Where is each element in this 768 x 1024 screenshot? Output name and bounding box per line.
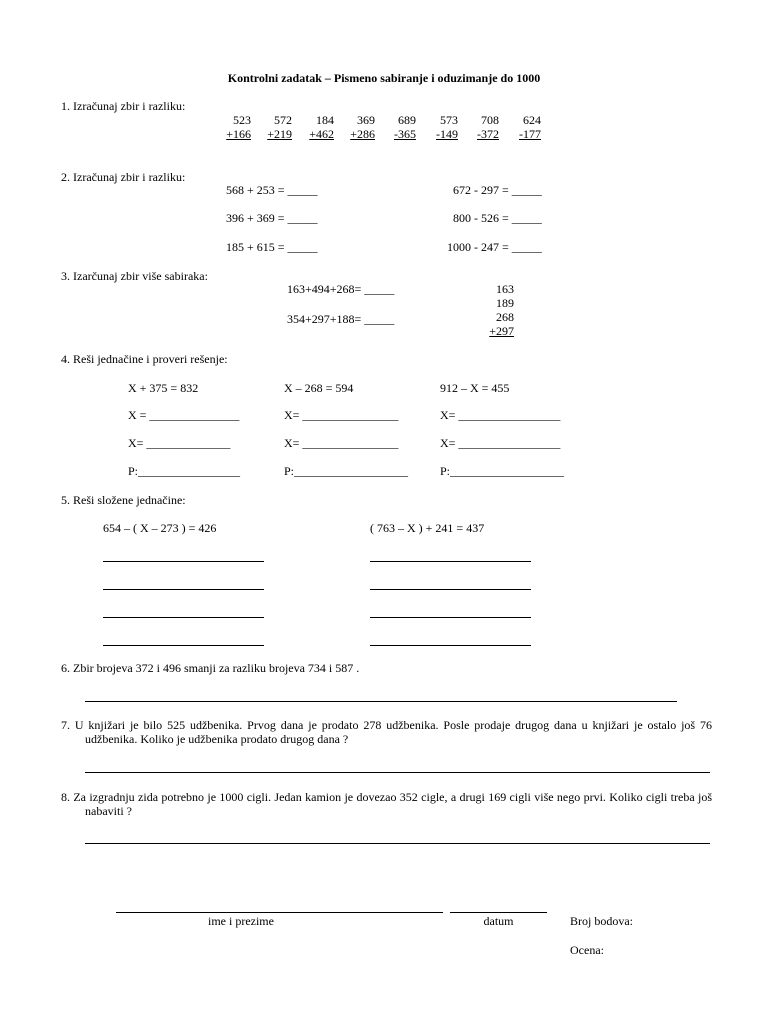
task1-top-number: 572 <box>274 113 292 127</box>
task2-equation: 1000 - 247 = _____ <box>447 240 542 254</box>
task1-top-number: 369 <box>357 113 375 127</box>
task5-equation: 654 – ( X – 273 ) = 426 <box>103 521 217 535</box>
task1-label: 1. Izračunaj zbir i razliku: <box>61 99 186 113</box>
task4-answer-line: X= ________________ <box>284 408 399 422</box>
task2-equation: 396 + 369 = _____ <box>226 211 318 225</box>
task1-bottom-number: +286 <box>350 127 375 141</box>
task2-equation: 672 - 297 = _____ <box>453 183 542 197</box>
task3-equation: 163+494+268= _____ <box>287 282 395 296</box>
task4-equation: X + 375 = 832 <box>128 381 199 395</box>
task2-equation: 568 + 253 = _____ <box>226 183 318 197</box>
task2-equation: 800 - 526 = _____ <box>453 211 542 225</box>
task4-equation: 912 – X = 455 <box>440 381 510 395</box>
task1-top-number: 689 <box>398 113 416 127</box>
task3-label: 3. Izarčunaj zbir više sabiraka: <box>61 269 208 283</box>
task1-bottom-number: +462 <box>309 127 334 141</box>
task1-top-number: 573 <box>440 113 458 127</box>
task8-text: 8. Za izgradnju zida potrebno je 1000 cigli. Jedan kamion je dovezao 352 cigle, a drugi 169 cigli više nego prvi. Koliko cigli treba još nabaviti ? <box>61 790 712 818</box>
task4-answer-line: X= _________________ <box>440 436 561 450</box>
name-signature-line <box>116 912 443 913</box>
page-title: Kontrolni zadatak – Pismeno sabiranje i oduzimanje do 1000 <box>227 71 541 85</box>
task1-bottom-number: -365 <box>394 127 416 141</box>
answer-line <box>103 561 264 562</box>
task3-column-number: 163 <box>496 282 514 296</box>
task1-bottom-number: +166 <box>226 127 251 141</box>
date-signature-line <box>450 912 547 913</box>
task5-equation: ( 763 – X ) + 241 = 437 <box>370 521 485 535</box>
task1-top-number: 708 <box>481 113 499 127</box>
task7-text: 7. U knjižari je bilo 525 udžbenika. Prvog dana je prodato 278 udžbenika. Posle prodaje drugog dana u knjižari je ostalo još 76 udžbenika. Koliko je udžbenika prodato drugog dana ? <box>61 718 712 746</box>
task4-check-line: P:___________________ <box>284 464 409 478</box>
answer-line <box>370 589 531 590</box>
task4-answer-line: X= ________________ <box>284 436 399 450</box>
task4-answer-line: X= _________________ <box>440 408 561 422</box>
answer-line <box>85 843 710 844</box>
answer-line <box>85 772 710 773</box>
answer-line <box>103 617 264 618</box>
task6-text: 6. Zbir brojeva 372 i 496 smanji za razliku brojeva 734 i 587 . <box>61 661 360 675</box>
grade-label: Ocena: <box>570 943 604 957</box>
task1-bottom-number: -149 <box>436 127 458 141</box>
answer-line <box>370 561 531 562</box>
task3-equation: 354+297+188= _____ <box>287 312 395 326</box>
task1-bottom-number: +219 <box>267 127 292 141</box>
task2-equation: 185 + 615 = _____ <box>226 240 318 254</box>
task4-answer-line: X = _______________ <box>128 408 240 422</box>
task4-answer-line: X= ______________ <box>128 436 231 450</box>
date-label: datum <box>483 914 514 928</box>
task5-label: 5. Reši složene jednačine: <box>61 493 186 507</box>
task4-check-line: P:___________________ <box>440 464 565 478</box>
name-label: ime i prezime <box>208 914 274 928</box>
task3-column-number: 268 <box>496 310 514 324</box>
task3-column-number: +297 <box>489 324 514 338</box>
answer-line <box>370 617 531 618</box>
points-label: Broj bodova: <box>570 914 633 928</box>
answer-line <box>103 645 264 646</box>
answer-line <box>85 701 677 702</box>
answer-line <box>370 645 531 646</box>
task1-bottom-number: -177 <box>519 127 541 141</box>
task1-top-number: 184 <box>316 113 334 127</box>
task3-column-number: 189 <box>496 296 514 310</box>
answer-line <box>103 589 264 590</box>
task4-label: 4. Reši jednačine i proveri rešenje: <box>61 352 228 366</box>
task1-bottom-number: -372 <box>477 127 499 141</box>
task1-top-number: 523 <box>233 113 251 127</box>
task4-equation: X – 268 = 594 <box>284 381 354 395</box>
task4-check-line: P:_________________ <box>128 464 241 478</box>
task1-top-number: 624 <box>523 113 541 127</box>
task2-label: 2. Izračunaj zbir i razliku: <box>61 170 186 184</box>
